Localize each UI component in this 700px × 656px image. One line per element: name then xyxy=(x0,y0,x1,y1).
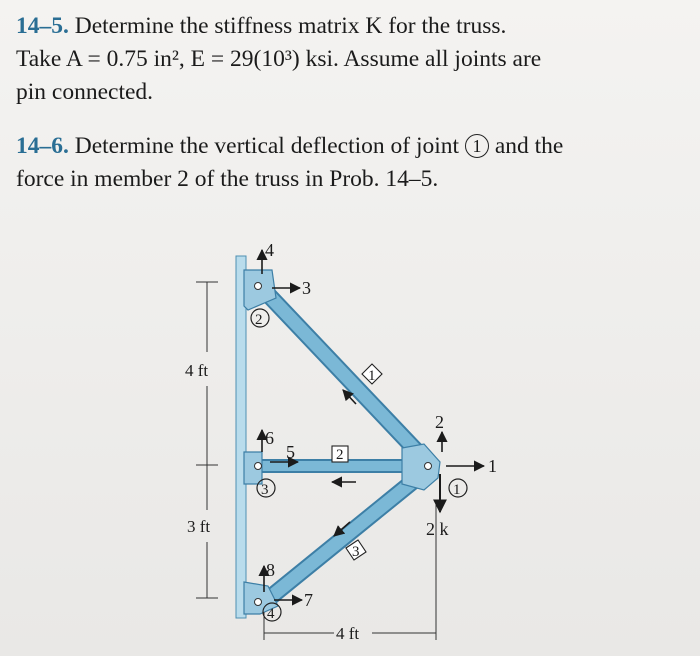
problem-number: 14–5. xyxy=(16,13,69,39)
node-label-2: 2 xyxy=(255,312,263,328)
member-label-2: 2 xyxy=(336,447,344,463)
dof-label-2: 2 xyxy=(435,412,444,432)
dof-label-1: 1 xyxy=(488,456,497,476)
gusset-plate xyxy=(402,444,440,490)
dof-label-7: 7 xyxy=(304,590,313,610)
problem-text-line: Determine the vertical deflection of joint xyxy=(74,133,460,159)
joint-ref-circle: 1 xyxy=(465,134,489,158)
dof-label-3: 3 xyxy=(302,278,311,298)
dof-label-8: 8 xyxy=(266,560,275,580)
load-label: 2 k xyxy=(426,519,449,539)
dof-label-4: 4 xyxy=(265,240,274,260)
node-label-1: 1 xyxy=(453,482,461,498)
dof-label-5: 5 xyxy=(286,442,295,462)
dof-label-6: 6 xyxy=(265,428,274,448)
dimension-label-top: 4 ft xyxy=(185,361,209,380)
problem-text-line: Determine the stiffness matrix K for the truss. xyxy=(74,13,507,39)
dimension-label-bottom: 3 ft xyxy=(187,517,211,536)
member-label-3: 3 xyxy=(352,544,360,560)
dimension-label-horizontal: 4 ft xyxy=(336,624,360,643)
problem-text-line: force in member 2 of the truss in Prob. 14–5. xyxy=(16,166,439,192)
problem-text-line: and the xyxy=(494,133,564,159)
support-wall xyxy=(236,256,246,618)
node-label-4: 4 xyxy=(267,606,275,622)
problem-text-line: pin connected. xyxy=(16,79,154,105)
problem-number: 14–6. xyxy=(16,133,69,159)
node-label-3: 3 xyxy=(261,482,269,498)
member-label-1: 1 xyxy=(368,368,376,384)
problem-text-line: Take A = 0.75 in², E = 29(10³) ksi. Assume all joints are xyxy=(16,46,542,72)
